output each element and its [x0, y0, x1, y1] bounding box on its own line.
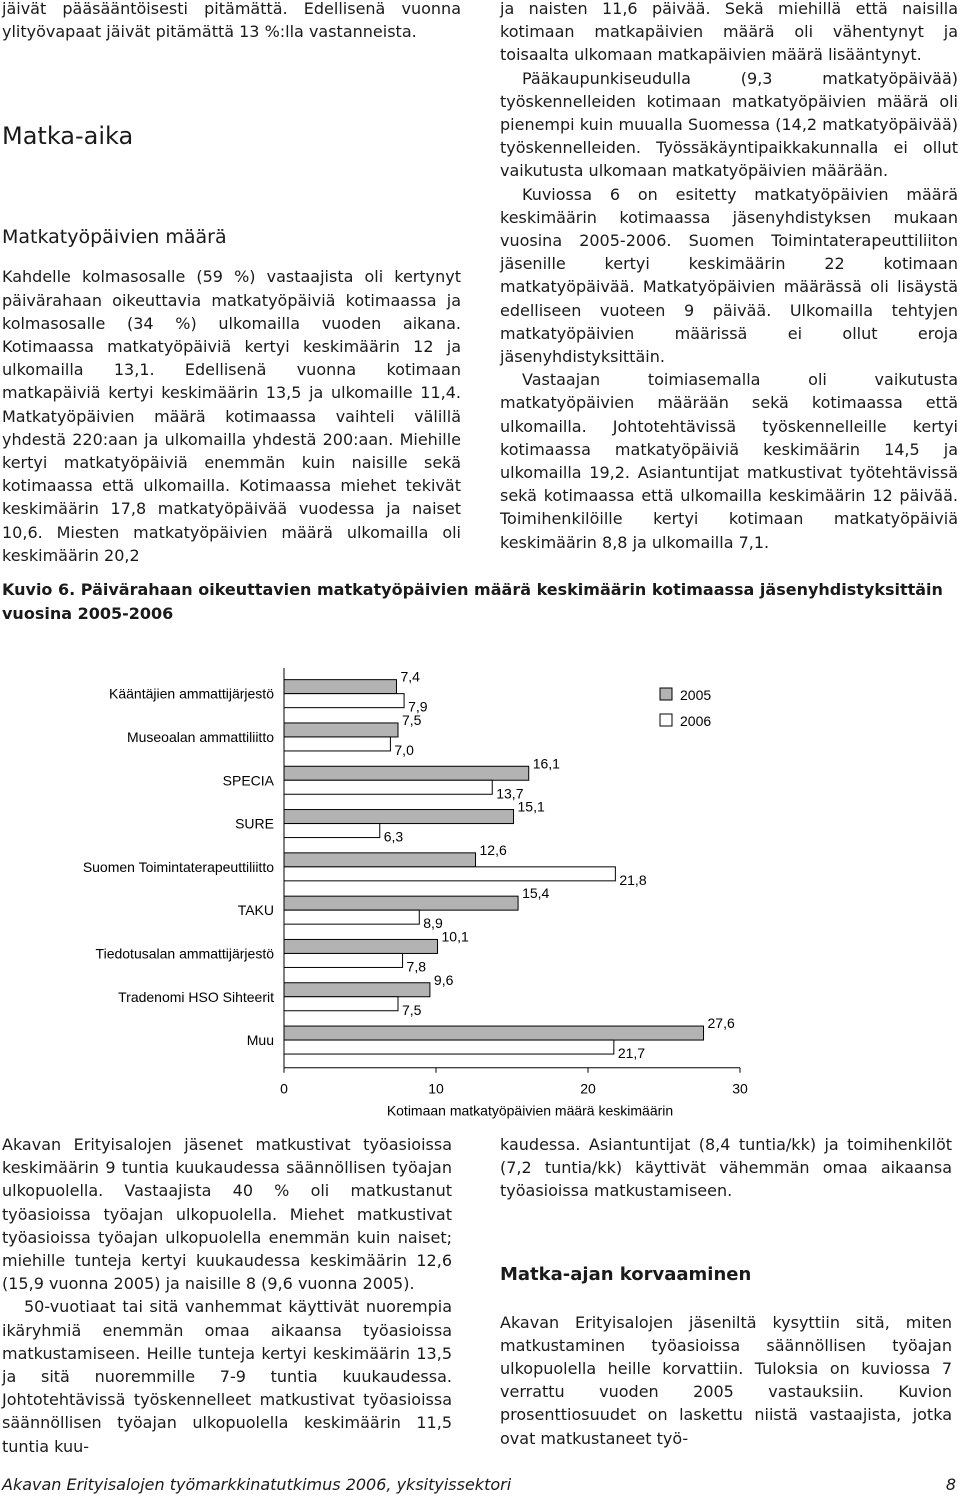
value-label-2006: 7,9 [408, 698, 428, 715]
bar-2006 [284, 824, 380, 838]
bar-2005 [284, 810, 514, 824]
value-label-2005: 7,4 [400, 668, 420, 685]
value-label-2005: 12,6 [479, 841, 507, 858]
value-label-2005: 7,5 [402, 711, 422, 728]
bars [284, 680, 704, 1054]
paragraph: Pääkaupunkiseudulla (9,3 matkatyöpäivää) työskennelleiden kotimaan matkatyöpäivien määrä oli pienempi kuin muualla Suomessa (14,2 matkatyöpäivää) työskennelleiden. Työssäkäyntipaikkakunnalla ei ollut vaikutusta ulkomaan matkatyöpäivien määrään. [500, 68, 958, 181]
legend-label-2005: 2005 [680, 687, 712, 703]
bar-2005 [284, 896, 518, 910]
bar-2006 [284, 694, 404, 708]
footer-text: Akavan Erityisalojen työmarkkinatutkimus 2006, yksityissektori [2, 1475, 512, 1494]
category-label: Museoalan ammattiliitto [126, 728, 274, 745]
category-label: Muu [246, 1032, 274, 1049]
page-number: 8 [945, 1475, 956, 1494]
top-right-column [500, 0, 958, 554]
bar-2005 [284, 680, 396, 694]
bar-2005 [284, 723, 398, 737]
category-label: Suomen Toimintaterapeuttiliitto [82, 858, 274, 875]
top-left-column [2, 0, 461, 567]
bar-2005 [284, 939, 438, 953]
value-label-2006: 7,5 [402, 1001, 422, 1018]
bar-2006 [284, 953, 403, 967]
section-title: Matka-aika [2, 122, 134, 151]
figure-label: Kuvio 6. [2, 580, 76, 599]
bar-2006 [284, 910, 419, 924]
page-footer [2, 1474, 958, 1496]
bottom-right-column [500, 1133, 952, 1450]
x-tick-label: 30 [732, 1080, 748, 1097]
section-title: Matka-ajan korvaaminen [500, 1263, 752, 1285]
value-label-2006: 7,0 [394, 741, 414, 758]
value-label-2005: 10,1 [441, 928, 469, 945]
value-label-2005: 27,6 [707, 1015, 735, 1032]
x-tick-label: 0 [280, 1080, 288, 1097]
category-label: Kääntäjien ammattijärjestö [109, 685, 274, 702]
figure-caption-text: Päivärahaan oikeuttavien matkatyöpäivien määrä keskimäärin kotimaassa jäsenyhdistyksittäin vuosina 2005-2006 [2, 580, 943, 623]
category-label: Tiedotusalan ammattijärjestö [95, 945, 274, 962]
paragraph: Kahdelle kolmasosalle (59 %) vastaajista oli kertynyt päivärahaan oikeuttavia matkatyöpäiviä kotimaassa ja kolmasosalle (34 %) ulkomailla vuoden aikana. Kotimaassa matkatyöpäiviä kertyi keskimäärin 12 ja ulkomailla 13,1. Edellisenä vuonna kotimaan matkapäiviä kertyi keskimäärin 13,5 ja ulkomaille 11,4. Matkatyöpäivien määrä kotimaassa vaihteli välillä yhdestä 220:aan ja ulkomailla yhdestä 200:aan. Miehille kertyi matkatyöpäiviä enemmän kuin naisille sekä kotimaassa että ulkomailla. Kotimaassa miehet tekivät keskimäärin 17,8 matkatyöpäivää vuodessa ja naiset 10,6. Miesten matkatyöpäivien määrä ulkomailla oli keskimäärin 20,2 [2, 267, 461, 565]
value-label-2006: 8,9 [423, 915, 443, 932]
value-label-2006: 13,7 [496, 785, 524, 802]
value-label-2005: 15,1 [517, 798, 545, 815]
value-label-2005: 9,6 [433, 971, 454, 988]
paragraph: Kuviossa 6 on esitetty matkatyöpäivien määrä keskimäärin kotimaassa jäsenyhdistyksen mukaan vuosina 2005-2006. Suomen Toimintaterapeuttiliiton jäsenille kertyi keskimäärin 22 kotimaan matkatyöpäivää. Matkatyöpäivien määrässä oli lisäystä edelliseen vuoteen 9 päivää. Ulkomailla tehtyjen matkatyöpäivien määrissä ei ollut eroja jäsenyhdistyksittäin. [500, 184, 958, 367]
value-label-2005: 15,4 [522, 885, 550, 902]
bottom-left-column [2, 1133, 452, 1458]
category-labels [83, 686, 275, 1048]
category-label: Tradenomi HSO Sihteerit [118, 988, 274, 1005]
legend-swatch-2005 [660, 688, 672, 700]
bar-2006 [284, 867, 615, 881]
paragraph: Akavan Erityisalojen jäsenet matkustivat työasioissa keskimäärin 9 tuntia kuukaudessa säännöllisen työajan ulkopuolella. Vastaajista 40 % oli matkustanut työasioissa työajan ulkopuolella. Miehet matkustivat työasioissa työajan ulkopuolella enemmän kuin naiset; miehille tunteja kertyi kuukaudessa keskimäärin 12,6 (15,9 vuonna 2005) ja naisille 8 (9,6 vuonna 2005). [2, 1135, 452, 1294]
bar-2005 [284, 766, 529, 780]
bar-2006 [284, 997, 398, 1011]
value-label-2006: 6,3 [383, 828, 404, 845]
subsection-title: Matkatyöpäivien määrä [2, 226, 227, 249]
lead-paragraph: jäivät pääsääntöisesti pitämättä. Edellisenä vuonna ylityövapaat jäivät pitämättä 13 %:lla vastanneista. [2, 0, 461, 42]
category-label: SPECIA [222, 772, 274, 789]
figure-caption [2, 578, 958, 626]
x-axis-title: Kotimaan matkatyöpäivien määrä keskimäärin [386, 1102, 674, 1119]
paragraph: Akavan Erityisalojen jäseniltä kysyttiin sitä, miten matkustaminen työasioissa säännöllisen työajan ulkopuolella heille korvattiin. Tuloksia on kuviossa 7 verrattu vuoden 2005 vastauksiin. Kuvion prosenttiosuudet on laskettu niistä vastaajista, jotka ovat matkustaneet työ- [500, 1312, 952, 1448]
legend-label-2006: 2006 [680, 713, 712, 729]
paragraph: Vastaajan toimiasemalla oli vaikutusta matkatyöpäivien määrään sekä kotimaassa että ulkomailla. Johtotehtävissä työskennelleille kertyi kotimaassa matkatyöpäiviä keskimäärin 14,5 ja ulkomailla 19,2. Asiantuntijat matkustivat työtehtävissä sekä kotimaassa että ulkomailla keskimäärin 12 päivää. Toimihenkilöille kertyi kotimaan matkatyöpäiviä keskimäärin 8,8 ja ulkomailla 7,1. [500, 370, 958, 552]
legend [660, 687, 711, 729]
value-label-2006: 7,8 [406, 958, 427, 975]
bar-2005 [284, 1026, 704, 1040]
category-label: TAKU [237, 902, 274, 919]
bar-2005 [284, 853, 476, 867]
bar-2006 [284, 737, 390, 751]
x-tick-label: 10 [428, 1080, 444, 1097]
value-label-2005: 16,1 [532, 755, 560, 772]
bar-2005 [284, 983, 430, 997]
bar-2006 [284, 780, 492, 794]
paragraph: kaudessa. Asiantuntijat (8,4 tuntia/kk) ja toimihenkilöt (7,2 tuntia/kk) käyttivät vähemmän omaa aikaansa työasioissa matkustamiseen. [500, 1135, 952, 1201]
bar-2006 [284, 1040, 614, 1054]
category-label: SURE [235, 815, 274, 832]
legend-swatch-2006 [660, 714, 672, 726]
paragraph: 50-vuotiaat tai sitä vanhemmat käyttivät nuorempia ikäryhmiä enemmän omaa aikaansa työasioissa matkustamiseen. Heille tunteja kertyi keskimäärin 13,5 ja sitä nuoremmille 7-9 tuntia kuukaudessa. Johtotehtävissä työskennelleet matkustivat työasioissa säännöllisen työajan ulkopuolella keskimäärin 11,5 tuntia kuu- [2, 1297, 452, 1456]
value-label-2006: 21,8 [619, 871, 647, 888]
x-tick-label: 20 [580, 1080, 596, 1097]
paragraph: ja naisten 11,6 päivää. Sekä miehillä että naisilla kotimaan matkapäivien määrä oli vähentynyt ja toisaalta ulkomaan matkapäivien määrä lisääntynyt. [500, 0, 958, 65]
bar-chart [0, 640, 960, 1120]
value-label-2006: 21,7 [617, 1045, 646, 1062]
